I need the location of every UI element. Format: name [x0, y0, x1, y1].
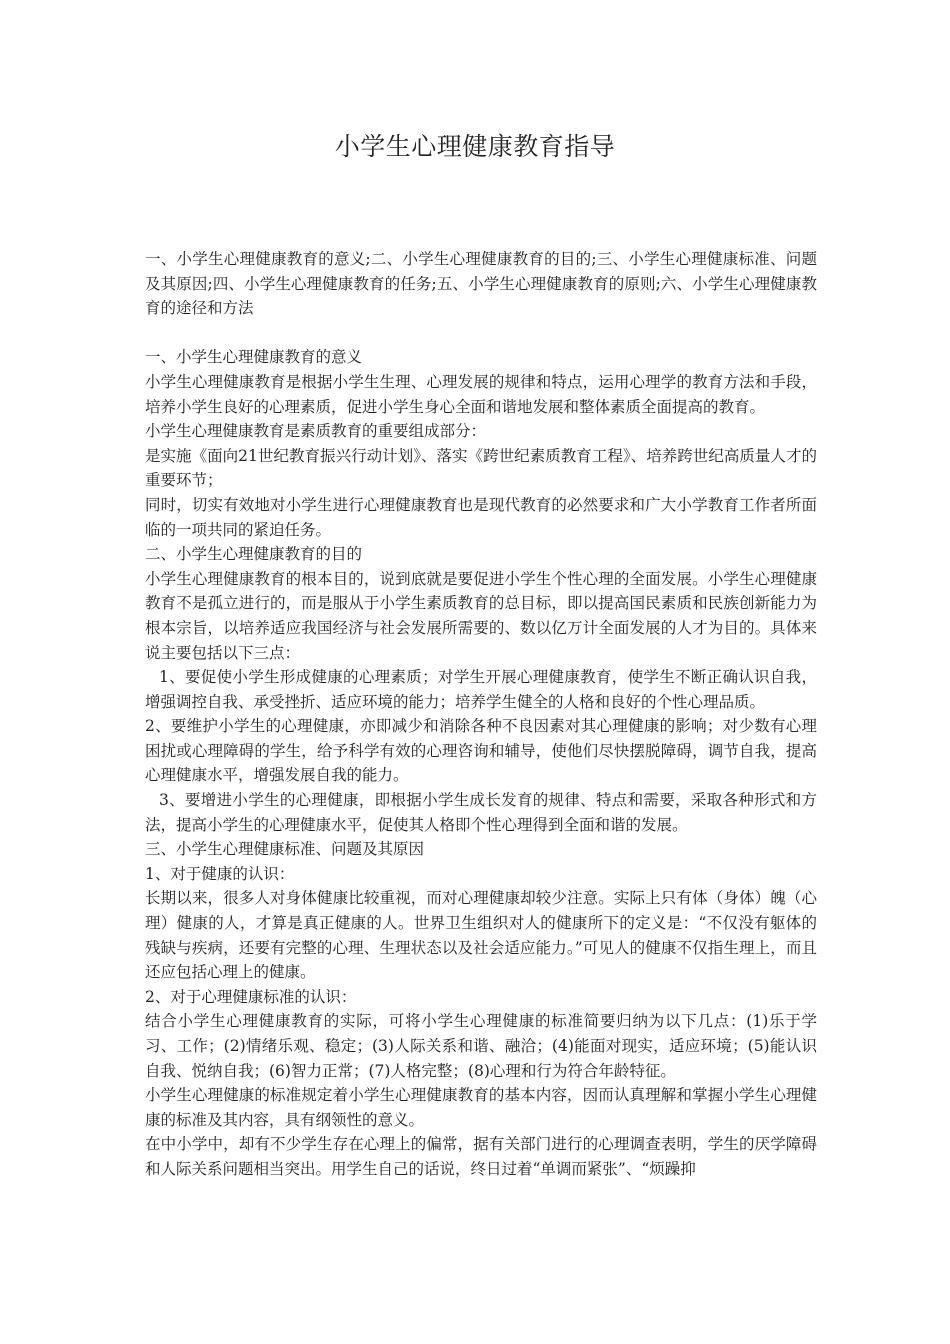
table-of-contents-paragraph: 一、小学生心理健康教育的意义;二、小学生心理健康教育的目的;三、小学生心理健康标准、问题及其原因;四、小学生心理健康教育的任务;五、小学生心理健康教育的原则;六、小学生心理健康教育的途径和方法	[145, 250, 817, 318]
list-item-2: 2、要维护小学生的心理健康，亦即减少和消除各种不良因素对其心理健康的影响；对少数有心理困扰或心理障碍的学生，给予科学有效的心理咨询和辅导，使他们尽快摆脱障碍，调节自我，提高心理健康水平，增强发展自我的能力。	[145, 717, 817, 785]
section-heading-2: 二、小学生心理健康教育的目的	[145, 545, 363, 564]
blank-line	[145, 321, 817, 346]
paragraph: 是实施《面向21世纪教育振兴行动计划》、落实《跨世纪素质教育工程》、培养跨世纪高质量人才的重要环节；	[145, 446, 817, 490]
paragraph: 在中小学中，却有不少学生存在心理上的偏常，据有关部门进行的心理调查表明，学生的厌学障碍和人际关系问题相当突出。用学生自己的话说，终日过着“单调而紧张”、“烦躁抑	[145, 1135, 817, 1178]
list-item-1: 1、要促使小学生形成健康的心理素质；对学生开展心理健康教育，使学生不断正确认识自我，增强调控自我、承受挫折、适应环境的能力；培养学生健全的人格和良好的个性心理品质。	[145, 668, 817, 711]
document-body	[145, 247, 817, 1182]
paragraph: 长期以来，很多人对身体健康比较重视，而对心理健康却较少注意。实际上只有体（身体）魄（心理）健康的人，才算是真正健康的人。世界卫生组织对人的健康所下的定义是：“不仅没有躯体的残缺与疾病，还要有完整的心理、生理状态以及社会适应能力。”可见人的健康不仅指生理上，而且还应包括心理上的健康。	[145, 889, 817, 982]
paragraph: 小学生心理健康教育是素质教育的重要组成部分：	[145, 422, 487, 441]
paragraph: 同时，切实有效地对小学生进行心理健康教育也是现代教育的必然要求和广大小学教育工作者所面临的一项共同的紧迫任务。	[145, 495, 817, 539]
paragraph: 小学生心理健康教育是根据小学生生理、心理发展的规律和特点，运用心理学的教育方法和手段，培养小学生良好的心理素质，促进小学生身心全面和谐地发展和整体素质全面提高的教育。	[145, 372, 817, 416]
paragraph: 小学生心理健康的标准规定着小学生心理健康教育的基本内容，因而认真理解和掌握小学生心理健康的标准及其内容，具有纲领性的意义。	[145, 1086, 817, 1129]
paragraph: 小学生心理健康教育的根本目的，说到底就是要促进小学生个性心理的全面发展。小学生心理健康教育不是孤立进行的，而是服从于小学生素质教育的总目标，即以提高国民素质和民族创新能力为根本宗旨，以培养适应我国经济与社会发展所需要的、数以亿万计全面发展的人才为目的。具体来说主要包括以下三点：	[145, 569, 817, 662]
section-heading-3: 三、小学生心理健康标准、问题及其原因	[145, 840, 425, 859]
subheading-2: 2、对于心理健康标准的认识：	[145, 987, 357, 1006]
subheading-1: 1、对于健康的认识：	[145, 864, 295, 883]
document-title: 小学生心理健康教育指导	[334, 132, 616, 161]
list-item-3: 3、要增进小学生的心理健康，即根据小学生成长发育的规律、特点和需要，采取各种形式和方法，提高小学生的心理健康水平，促使其人格即个性心理得到全面和谐的发展。	[145, 791, 817, 834]
section-heading-1: 一、小学生心理健康教育的意义	[145, 348, 363, 367]
paragraph: 结合小学生心理健康教育的实际，可将小学生心理健康的标准简要归纳为以下几点：(1)乐于学习、工作；(2)情绪乐观、稳定；(3)人际关系和谐、融洽；(4)能面对现实，适应环境；(5)能认识自我、悦纳自我；(6)智力正常；(7)人格完整；(8)心理和行为符合年龄特征。	[145, 1012, 817, 1080]
